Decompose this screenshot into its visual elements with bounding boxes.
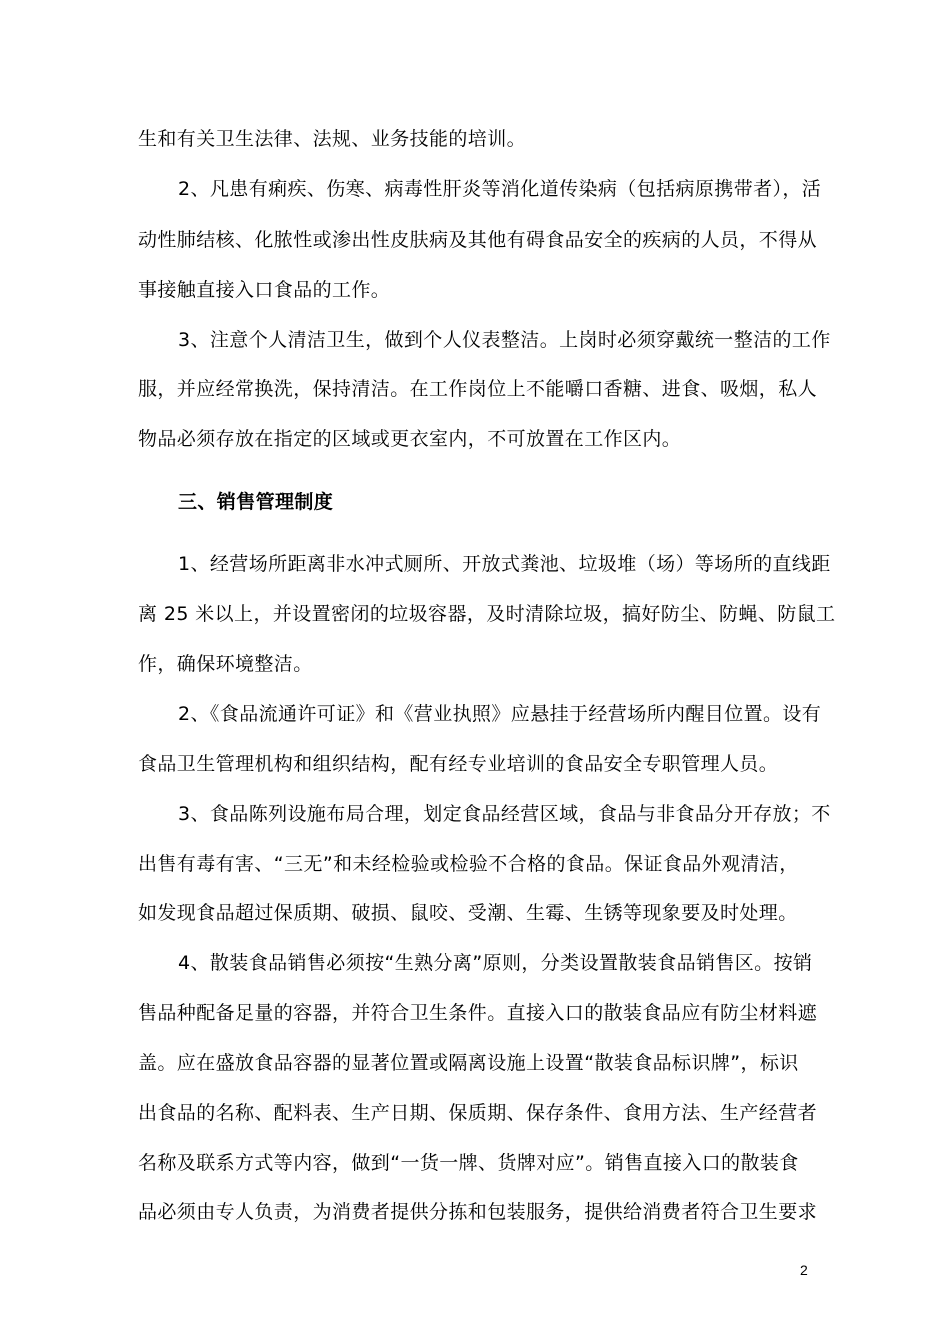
text-line: 4、散装食品销售必须按“生熟分离”原则，分类设置散装食品销售区。按销 [178,952,813,974]
text-line: 出售有毒有害、“三无”和未经检验或检验不合格的食品。保证食品外观清洁， [138,853,799,875]
text-line: 事接触直接入口食品的工作。 [138,279,391,301]
page-number: 2 [800,1262,808,1278]
text-line: 3、注意个人清洁卫生，做到个人仪表整洁。上岗时必须穿戴统一整洁的工作 [178,329,831,351]
text-line: 2、《食品流通许可证》和《营业执照》应悬挂于经营场所内醒目位置。设有 [178,703,822,725]
text-line: 物品必须存放在指定的区域或更衣室内，不可放置在工作区内。 [138,428,682,450]
text-line: 售品种配备足量的容器，并符合卫生条件。直接入口的散装食品应有防尘材料遮 [138,1002,818,1024]
text-line: 食品卫生管理机构和组织结构，配有经专业培训的食品安全专职管理人员。 [138,753,779,775]
text-line: 3、食品陈列设施布局合理，划定食品经营区域，食品与非食品分开存放；不 [178,803,831,825]
text-line: 1、经营场所距离非水冲式厕所、开放式粪池、垃圾堆（场）等场所的直线距 [178,553,831,575]
text-line: 品必须由专人负责，为消费者提供分拣和包装服务，提供给消费者符合卫生要求 [138,1201,818,1223]
text-line: 盖。应在盛放食品容器的显著位置或隔离设施上设置“散装食品标识牌”，标识 [138,1052,799,1074]
text-line: 名称及联系方式等内容，做到“一货一牌、货牌对应”。销售直接入口的散装食 [138,1152,799,1174]
section-heading: 三、销售管理制度 [178,491,334,513]
text-line: 动性肺结核、化脓性或渗出性皮肤病及其他有碍食品安全的疾病的人员，不得从 [138,229,818,251]
text-line: 生和有关卫生法律、法规、业务技能的培训。 [138,128,527,150]
text-line: 2、凡患有痢疾、伤寒、病毒性肝炎等消化道传染病（包括病原携带者），活 [178,178,822,200]
text-line: 服，并应经常换洗，保持清洁。在工作岗位上不能嚼口香糖、进食、吸烟，私人 [138,378,818,400]
text-line: 离 25 米以上，并设置密闭的垃圾容器，及时清除垃圾，搞好防尘、防蝇、防鼠工 [138,603,836,625]
text-line: 出食品的名称、配料表、生产日期、保质期、保存条件、食用方法、生产经营者 [138,1102,818,1124]
text-line: 如发现食品超过保质期、破损、鼠咬、受潮、生霉、生锈等现象要及时处理。 [138,902,798,924]
text-line: 作，确保环境整洁。 [138,653,313,675]
